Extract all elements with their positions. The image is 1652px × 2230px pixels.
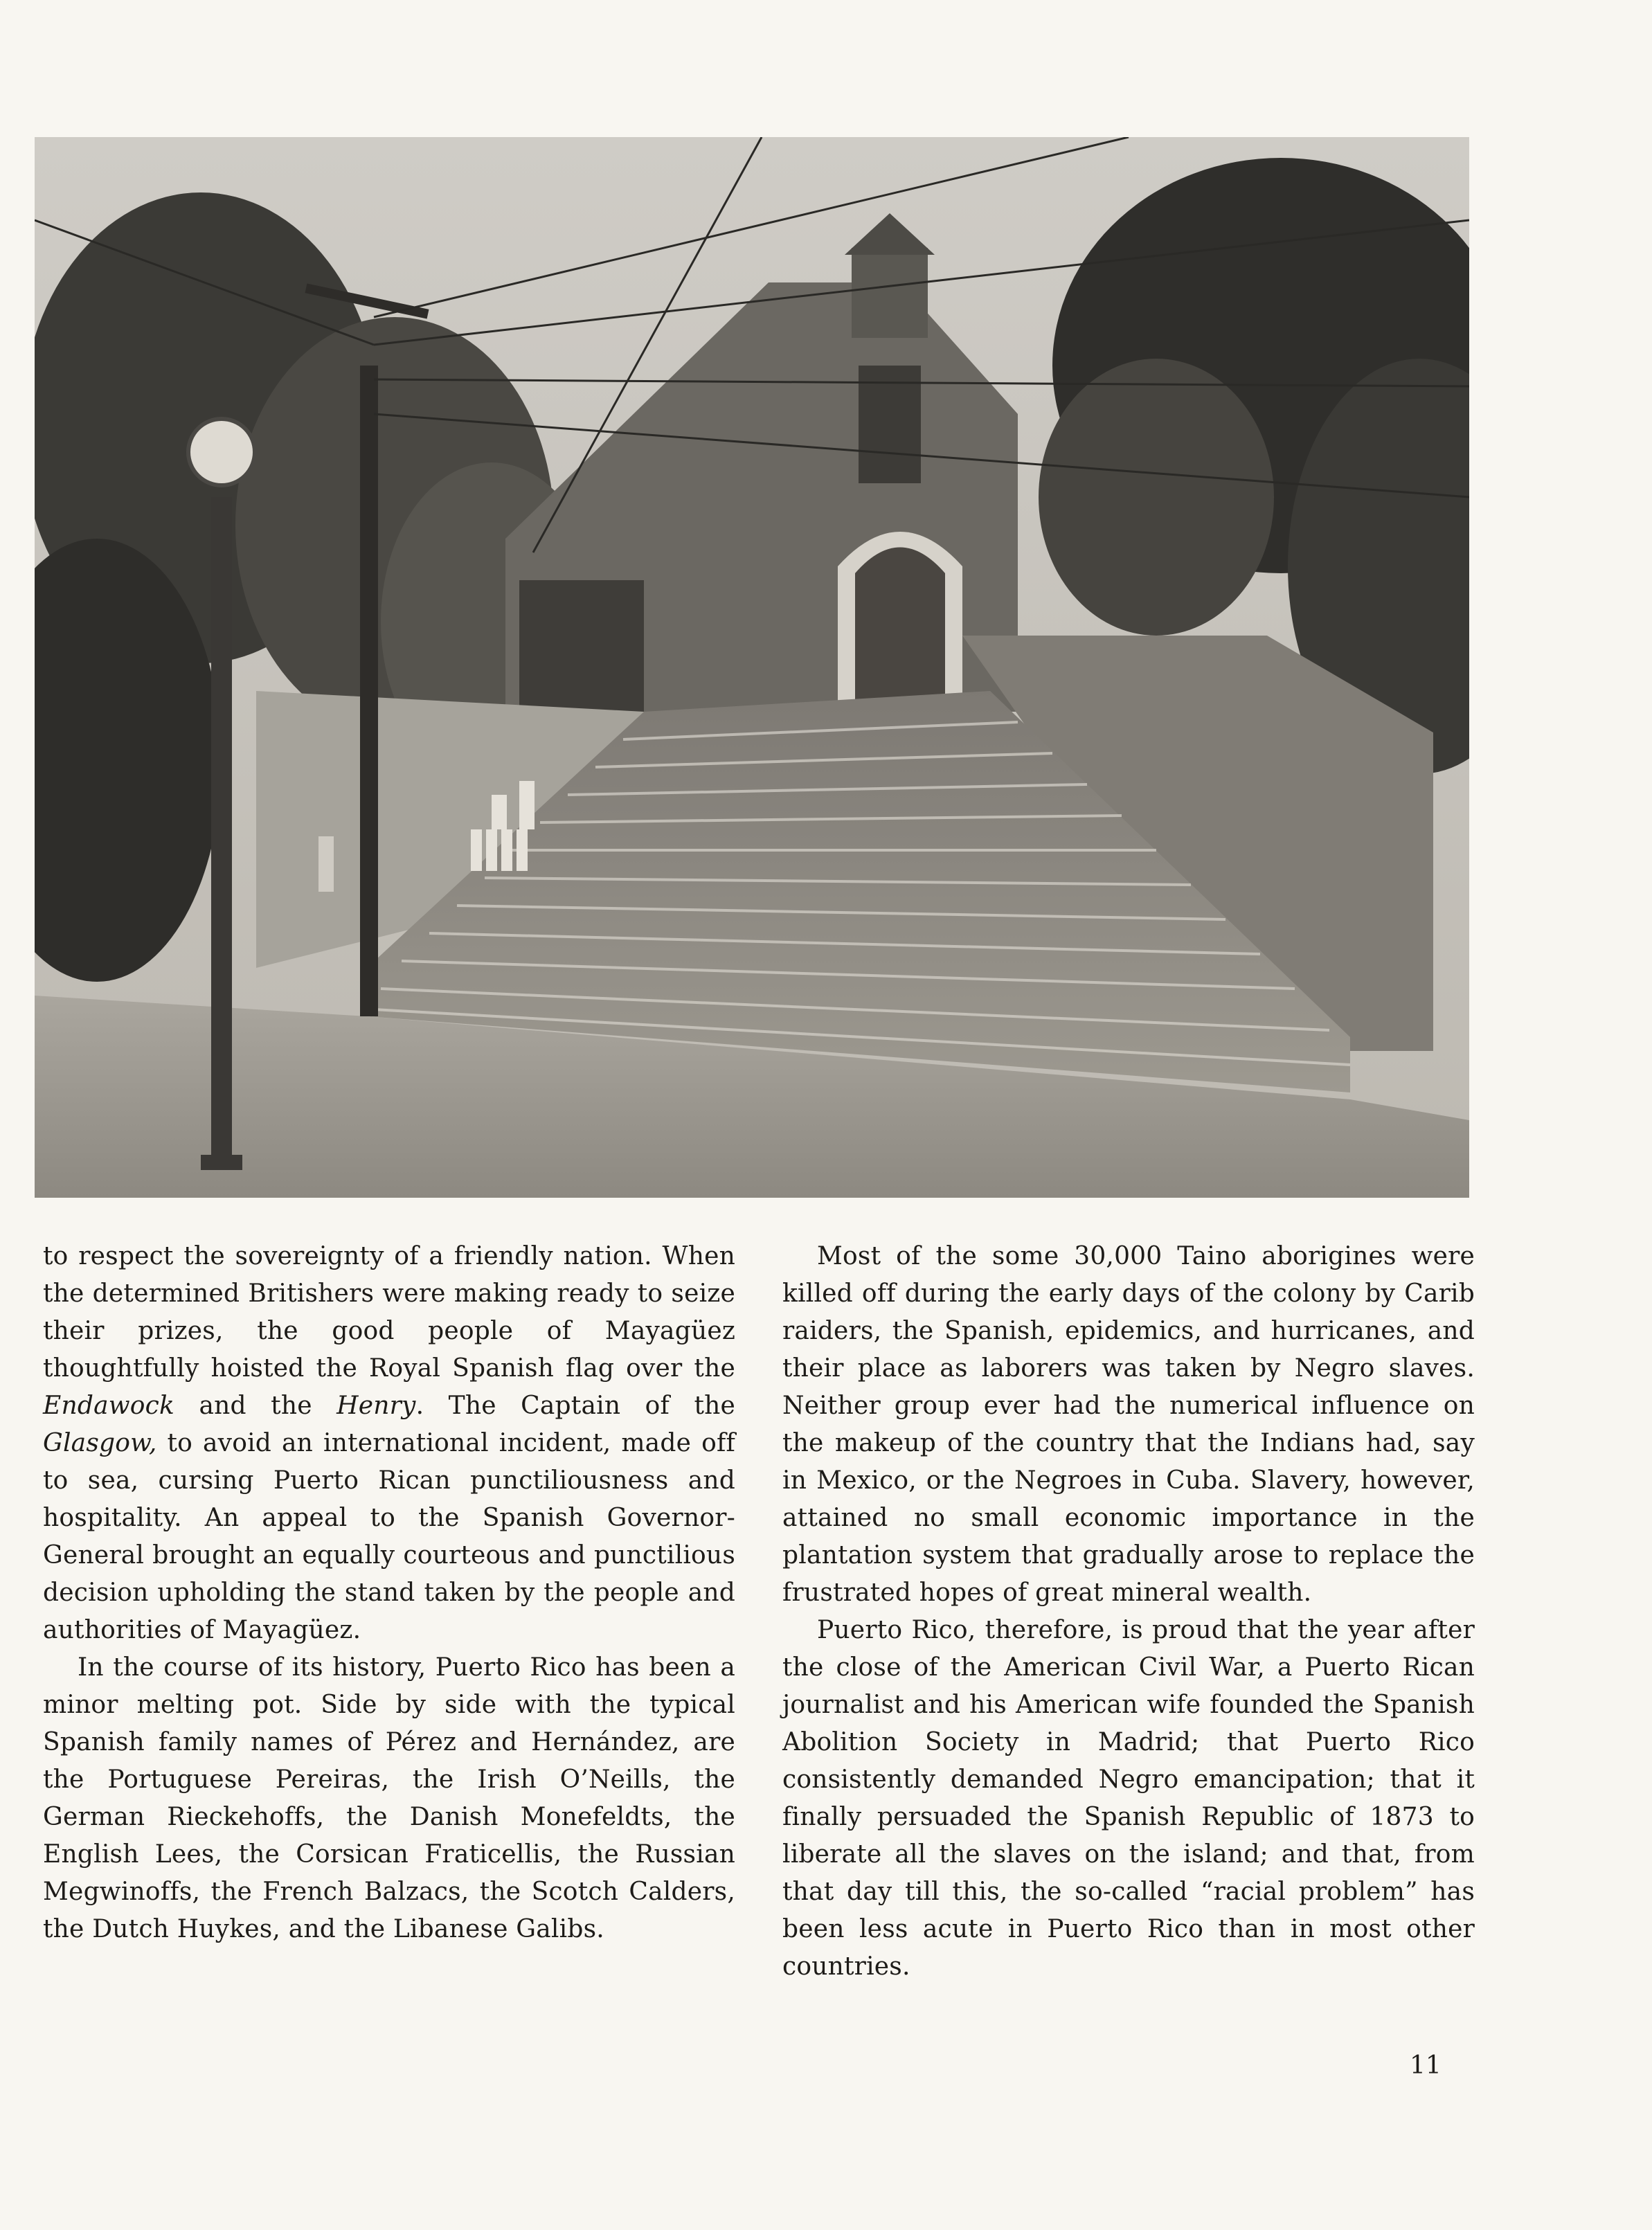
right-paragraph-1: Most of the some 30,000 Taino aborigines were killed off during the early days of the colony by Carib raiders, the Spanish, epidemics, and hurricanes, and their place as laborers was taken by Negro slaves. Neither group ever had the numerical influence on the makeup of the country that the Indians had, say in Mexico, or the Negroes in Cuba. Slavery, however, attained no small economic importance in the plantation system that gradually arose to replace the frustrated hopes of great mineral wealth.: [782, 1242, 1475, 1607]
utility-pole: [360, 366, 378, 1016]
right-text-column: [782, 1238, 1475, 1986]
text-run: to avoid an international incident, made off to sea, cursing Puerto Rican punctiliousness and hospitality. An appeal to the Spanish Governor-General brought an equally courteous and punctilious decision upholding the stand taken by the people and authorities of Mayagüez.: [43, 1429, 735, 1644]
text-run: to respect the sovereignty of a friendly nation. When the determined Britishers were making ready to seize their prizes, the good people of Mayagüez thoughtfully hoisted the Royal Spanish flag over the: [43, 1242, 735, 1383]
ship-name-endawock: Endawock: [43, 1392, 175, 1420]
text-run: . The Captain of the: [415, 1392, 736, 1420]
ship-name-henry: Henry: [336, 1392, 416, 1420]
right-paragraph-2: Puerto Rico, therefore, is proud that the year after the close of the American Civil War, a Puerto Rican journalist and his American wife founded the Spanish Abolition Society in Madrid; that Puerto Rico consistently demanded Negro emancipation; that it finally persuaded the Spanish Republic of 1873 to liberate all the slaves on the island; and that, from that day till this, the so-called “racial problem” has been less acute in Puerto Rico than in most other countries.: [782, 1616, 1475, 1981]
church-ruins-photo: [35, 137, 1469, 1198]
left-text-column: [43, 1238, 735, 1948]
text-run: and the: [174, 1392, 337, 1420]
left-paragraph-2: In the course of its history, Puerto Rico has been a minor melting pot. Side by side with the typical Spanish family names of Pérez and Hernández, are the Portuguese Pereiras, the Irish O’Neills, the German Rieckehoffs, the Danish Monefeldts, the English Lees, the Corsican Fraticellis, the Russian Megwinoffs, the French Balzacs, the Scotch Calders, the Dutch Huykes, and the Libanese Galibs.: [43, 1653, 735, 1943]
page-number: 11: [1410, 2051, 1442, 2080]
left-paragraph-1: [43, 1238, 735, 1649]
ship-name-glasgow: Glasgow,: [43, 1429, 157, 1457]
